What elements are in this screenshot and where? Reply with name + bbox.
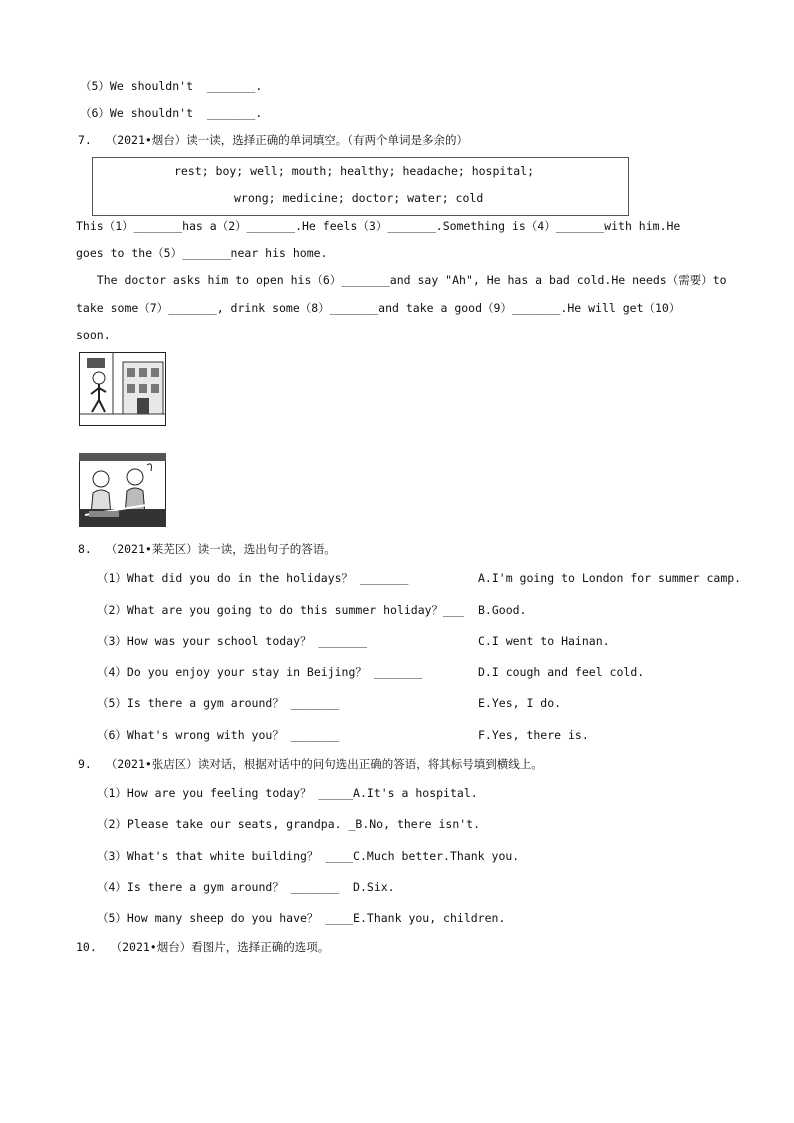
q9-line: （2）Please take our seats, grandpa. _B.No, there isn't.	[97, 817, 481, 831]
q8-question: （1）What did you do in the holidays？ _______	[97, 571, 409, 585]
q7-header: 7. （2021•烟台）读一读，选择正确的单词填空。（有两个单词是多余的）	[78, 133, 469, 147]
q6-line-6: （6）We shouldn't _______.	[80, 106, 263, 120]
q7-text-line-1: This（1）_______has a（2）_______.He feels（3）_______.Something is（4）_______with him.He	[76, 219, 681, 233]
q8-question: （5）Is there a gym around？ _______	[97, 696, 340, 710]
q7-text-line-2: goes to the（5）_______near his home.	[76, 246, 328, 260]
q7-text-line-5: soon.	[76, 328, 111, 342]
q7-text-line-3: The doctor asks him to open his（6）_______and say "Ah", He has a bad cold.He needs（需要）to	[76, 273, 727, 287]
q8-question: （6）What's wrong with you？ _______	[97, 728, 340, 742]
q9-line: （4）Is there a gym around？ _______ D.Six.	[97, 880, 395, 894]
doctor-visit-picture	[79, 453, 166, 527]
q6-line-5: （5）We shouldn't _______.	[80, 79, 263, 93]
q9-header: 9. （2021•张店区）读对话，根据对话中的问句选出正确的答语，将其标号填到横线上。	[78, 757, 543, 771]
q8-header: 8. （2021•莱芜区）读一读，选出句子的答语。	[78, 542, 336, 556]
q8-answer: D.I cough and feel cold.	[478, 665, 645, 679]
q8-answer: E.Yes, I do.	[478, 696, 562, 710]
q8-answer: B.Good.	[478, 603, 527, 617]
q9-line: （1）How are you feeling today？ _____A.It's a hospital.	[97, 786, 478, 800]
q9-line: （3）What's that white building？ ____C.Much better.Thank you.	[97, 849, 520, 863]
q7-text-line-4: take some（7）_______, drink some（8）_______and take a good（9）_______.He will get（10）	[76, 301, 681, 315]
q8-answer: C.I went to Hainan.	[478, 634, 610, 648]
q8-answer: F.Yes, there is.	[478, 728, 589, 742]
q9-line: （5）How many sheep do you have？ ____E.Thank you, children.	[97, 911, 506, 925]
q8-question: （4）Do you enjoy your stay in Beijing？ _______	[97, 665, 423, 679]
q10-header: 10. （2021•烟台）看图片，选择正确的选项。	[76, 940, 330, 954]
q8-question: （3）How was your school today？ _______	[97, 634, 367, 648]
q8-answer: A.I'm going to London for summer camp.	[478, 571, 742, 585]
q8-question: （2）What are you going to do this summer holiday？___	[97, 603, 464, 617]
boy-walking-picture	[79, 352, 166, 426]
q7-wordbox-line-2: wrong; medicine; doctor; water; cold	[234, 191, 484, 205]
q7-wordbox-line-1: rest; boy; well; mouth; healthy; headache; hospital;	[174, 164, 535, 178]
